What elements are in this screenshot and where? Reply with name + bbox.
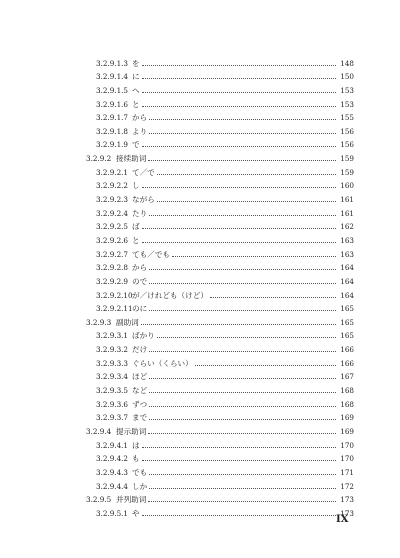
- toc-entry-title: ほど: [132, 372, 148, 382]
- toc-entry-title: ずつ: [132, 399, 148, 409]
- dot-leader: [149, 378, 336, 379]
- toc-entry-page: 169: [340, 413, 354, 423]
- dot-leader: [149, 351, 336, 352]
- toc-entry-title: で: [132, 140, 140, 150]
- toc-entry-page: 162: [340, 222, 354, 232]
- toc-entry-number: 3.2.9.2.4: [96, 208, 129, 218]
- toc-entry-title: を: [132, 58, 140, 68]
- dot-leader: [157, 337, 336, 338]
- dot-leader: [142, 106, 336, 107]
- toc-entry-title: て／で: [132, 167, 155, 177]
- toc-entry[interactable]: [86, 491, 354, 505]
- toc-entry-page: 160: [340, 181, 354, 191]
- toc-entry-page: 166: [340, 358, 354, 368]
- toc-entry-title: のに: [132, 304, 148, 314]
- toc-entry-number: 3.2.9.3: [86, 317, 112, 327]
- dot-leader: [141, 324, 336, 325]
- toc-entry[interactable]: [86, 190, 354, 204]
- toc-entry-number: 3.2.9.1.7: [96, 113, 129, 123]
- dot-leader: [142, 242, 336, 243]
- toc-entry-number: 3.2.9.2.7: [96, 249, 129, 259]
- toc-entry-title: ながら: [132, 195, 155, 205]
- dot-leader: [142, 146, 336, 147]
- toc-entry-number: 3.2.9.5: [86, 495, 112, 505]
- dot-leader: [148, 433, 336, 434]
- toc-entry-page: 159: [340, 167, 354, 177]
- toc-entry[interactable]: [86, 300, 354, 314]
- dot-leader: [148, 160, 336, 161]
- toc-entry-number: 3.2.9.1.3: [96, 58, 129, 68]
- dot-leader: [157, 201, 336, 202]
- dot-leader: [149, 310, 336, 311]
- toc-entry-title: に: [132, 72, 140, 82]
- toc-entry[interactable]: [86, 218, 354, 232]
- toc-entry[interactable]: [86, 68, 354, 82]
- toc-entry[interactable]: [86, 81, 354, 95]
- toc-entry-number: 3.2.9.2.1: [96, 167, 129, 177]
- toc-entry-title: から: [132, 113, 148, 123]
- toc-entry[interactable]: [86, 422, 354, 436]
- toc-entry-title: ので: [132, 276, 148, 286]
- toc-entry-number: 3.2.9.1.8: [96, 126, 129, 136]
- toc-entry[interactable]: [86, 163, 354, 177]
- toc-entry-page: 173: [340, 495, 354, 505]
- toc-entry-number: 3.2.9.1.9: [96, 140, 129, 150]
- toc-entry-title: 并列助词: [116, 495, 147, 505]
- dot-leader: [210, 297, 336, 298]
- toc-entry[interactable]: [86, 504, 354, 518]
- dot-leader: [142, 228, 336, 229]
- dot-leader: [172, 256, 336, 257]
- dot-leader: [142, 65, 336, 66]
- toc-entry[interactable]: [86, 436, 354, 450]
- toc-entry-page: 169: [340, 426, 354, 436]
- dot-leader: [149, 133, 336, 134]
- toc-entry-page: 161: [340, 195, 354, 205]
- toc-entry[interactable]: [86, 327, 354, 341]
- toc-entry[interactable]: [86, 381, 354, 395]
- toc-entry-page: 165: [340, 317, 354, 327]
- toc-entry-number: 3.2.9.1.5: [96, 85, 129, 95]
- toc-entry-title: は: [132, 440, 140, 450]
- toc-entry-title: と: [132, 235, 140, 245]
- toc-entry[interactable]: [86, 109, 354, 123]
- toc-entry-number: 3.2.9.2: [86, 154, 112, 164]
- toc-entry-number: 3.2.9.5.1: [96, 508, 129, 518]
- toc-entry-number: 3.2.9.3.4: [96, 372, 129, 382]
- toc-entry-title: など: [132, 386, 148, 396]
- toc-entry-page: 172: [340, 481, 354, 491]
- toc-entry-number: 3.2.9.4: [86, 426, 112, 436]
- dot-leader: [149, 392, 336, 393]
- dot-leader: [149, 269, 336, 270]
- toc-entry-page: 153: [340, 85, 354, 95]
- toc-entry[interactable]: [86, 259, 354, 273]
- toc-entry[interactable]: [86, 54, 354, 68]
- dot-leader: [149, 488, 336, 489]
- toc-entry-title: ばかり: [132, 331, 155, 341]
- toc-entry-page: 159: [340, 154, 354, 164]
- toc-entry-number: 3.2.9.2.11: [96, 304, 133, 314]
- dot-leader: [149, 119, 336, 120]
- toc-entry-page: 153: [340, 99, 354, 109]
- toc-entry-title: や: [132, 508, 140, 518]
- toc-entry[interactable]: [86, 272, 354, 286]
- dot-leader: [142, 92, 336, 93]
- toc-entry-page: 165: [340, 331, 354, 341]
- toc-entry-page: 164: [340, 276, 354, 286]
- toc-entry[interactable]: [86, 122, 354, 136]
- toc-entry-page: 148: [340, 58, 354, 68]
- toc-entry-title: より: [132, 126, 148, 136]
- toc-entry-number: 3.2.9.2.9: [96, 276, 129, 286]
- toc-entry-page: 164: [340, 290, 354, 300]
- toc-entry[interactable]: [86, 409, 354, 423]
- toc-entry[interactable]: [86, 136, 354, 150]
- toc-entry[interactable]: [86, 395, 354, 409]
- toc-entry-title: と: [132, 99, 140, 109]
- toc-entry[interactable]: [86, 313, 354, 327]
- toc-entry[interactable]: [86, 450, 354, 464]
- toc-entry-number: 3.2.9.2.6: [96, 235, 129, 245]
- toc-entry[interactable]: [86, 245, 354, 259]
- toc-entry-title: が／けれども（けど）: [132, 290, 208, 300]
- toc-entry-title: も: [132, 454, 140, 464]
- toc-entry-title: し: [132, 181, 140, 191]
- toc-entry[interactable]: [86, 286, 354, 300]
- toc-entry-page: 156: [340, 140, 354, 150]
- toc-entry-number: 3.2.9.4.1: [96, 440, 129, 450]
- toc-entry-title: 接续助词: [116, 154, 147, 164]
- toc-entry-title: へ: [132, 85, 140, 95]
- toc-entry-page: 165: [340, 304, 354, 314]
- toc-entry[interactable]: [86, 463, 354, 477]
- toc-entry[interactable]: [86, 95, 354, 109]
- toc-entry-number: 3.2.9.1.6: [96, 99, 129, 109]
- toc-entry-page: 167: [340, 372, 354, 382]
- toc-entry[interactable]: [86, 204, 354, 218]
- dot-leader: [142, 78, 336, 79]
- toc-entry[interactable]: [86, 477, 354, 491]
- toc-entry-page: 170: [340, 454, 354, 464]
- page-number: IX: [336, 514, 349, 525]
- toc-entry-number: 3.2.9.1.4: [96, 72, 129, 82]
- toc-entry-page: 171: [340, 467, 354, 477]
- toc-entry-page: 163: [340, 235, 354, 245]
- toc-entry-page: 173: [340, 508, 354, 518]
- toc-entry-page: 166: [340, 345, 354, 355]
- dot-leader: [149, 406, 336, 407]
- toc-entry-title: たり: [132, 208, 148, 218]
- dot-leader: [195, 365, 336, 366]
- dot-leader: [149, 419, 336, 420]
- toc-entry[interactable]: [86, 149, 354, 163]
- toc-entry-title: から: [132, 263, 148, 273]
- toc-entry-number: 3.2.9.3.7: [96, 413, 129, 423]
- toc-entry-number: 3.2.9.2.8: [96, 263, 129, 273]
- toc-entry-title: ぐらい（くらい）: [132, 358, 193, 368]
- toc-entry-page: 155: [340, 113, 354, 123]
- toc-entry-number: 3.2.9.4.2: [96, 454, 129, 464]
- toc-entry-number: 3.2.9.2.2: [96, 181, 129, 191]
- toc-entry-page: 168: [340, 399, 354, 409]
- toc-entry[interactable]: [86, 340, 354, 354]
- dot-leader: [157, 174, 336, 175]
- toc-entry-page: 164: [340, 263, 354, 273]
- toc-entry-number: 3.2.9.3.3: [96, 358, 129, 368]
- toc-entry-title: ても／でも: [132, 249, 170, 259]
- toc-entry-number: 3.2.9.2.10: [96, 290, 133, 300]
- dot-leader: [149, 215, 336, 216]
- toc-entry-number: 3.2.9.4.3: [96, 467, 129, 477]
- toc-entry-page: 170: [340, 440, 354, 450]
- toc-entry-number: 3.2.9.2.3: [96, 195, 129, 205]
- toc-entry-number: 3.2.9.2.5: [96, 222, 129, 232]
- toc-entry-number: 3.2.9.4.4: [96, 481, 129, 491]
- toc-entry-page: 163: [340, 249, 354, 259]
- dot-leader: [142, 447, 336, 448]
- toc-entry-title: しか: [132, 481, 148, 491]
- toc-entry-title: だけ: [132, 345, 148, 355]
- toc-entry-number: 3.2.9.3.5: [96, 386, 129, 396]
- toc-entry[interactable]: [86, 354, 354, 368]
- toc-entry-title: ば: [132, 222, 140, 232]
- table-of-contents: [86, 54, 354, 518]
- toc-entry-page: 156: [340, 126, 354, 136]
- dot-leader: [149, 283, 336, 284]
- toc-entry-number: 3.2.9.3.1: [96, 331, 129, 341]
- toc-entry-number: 3.2.9.3.2: [96, 345, 129, 355]
- dot-leader: [142, 187, 336, 188]
- toc-entry-title: まで: [132, 413, 148, 423]
- toc-entry-page: 150: [340, 72, 354, 82]
- dot-leader: [142, 460, 336, 461]
- toc-entry[interactable]: [86, 231, 354, 245]
- toc-entry[interactable]: [86, 368, 354, 382]
- toc-entry[interactable]: [86, 177, 354, 191]
- toc-entry-page: 161: [340, 208, 354, 218]
- toc-entry-title: でも: [132, 467, 148, 477]
- toc-entry-page: 168: [340, 386, 354, 396]
- dot-leader: [149, 474, 336, 475]
- toc-entry-title: 提示助词: [116, 426, 147, 436]
- toc-entry-number: 3.2.9.3.6: [96, 399, 129, 409]
- toc-entry-title: 副助词: [116, 317, 139, 327]
- dot-leader: [148, 501, 336, 502]
- dot-leader: [142, 515, 336, 516]
